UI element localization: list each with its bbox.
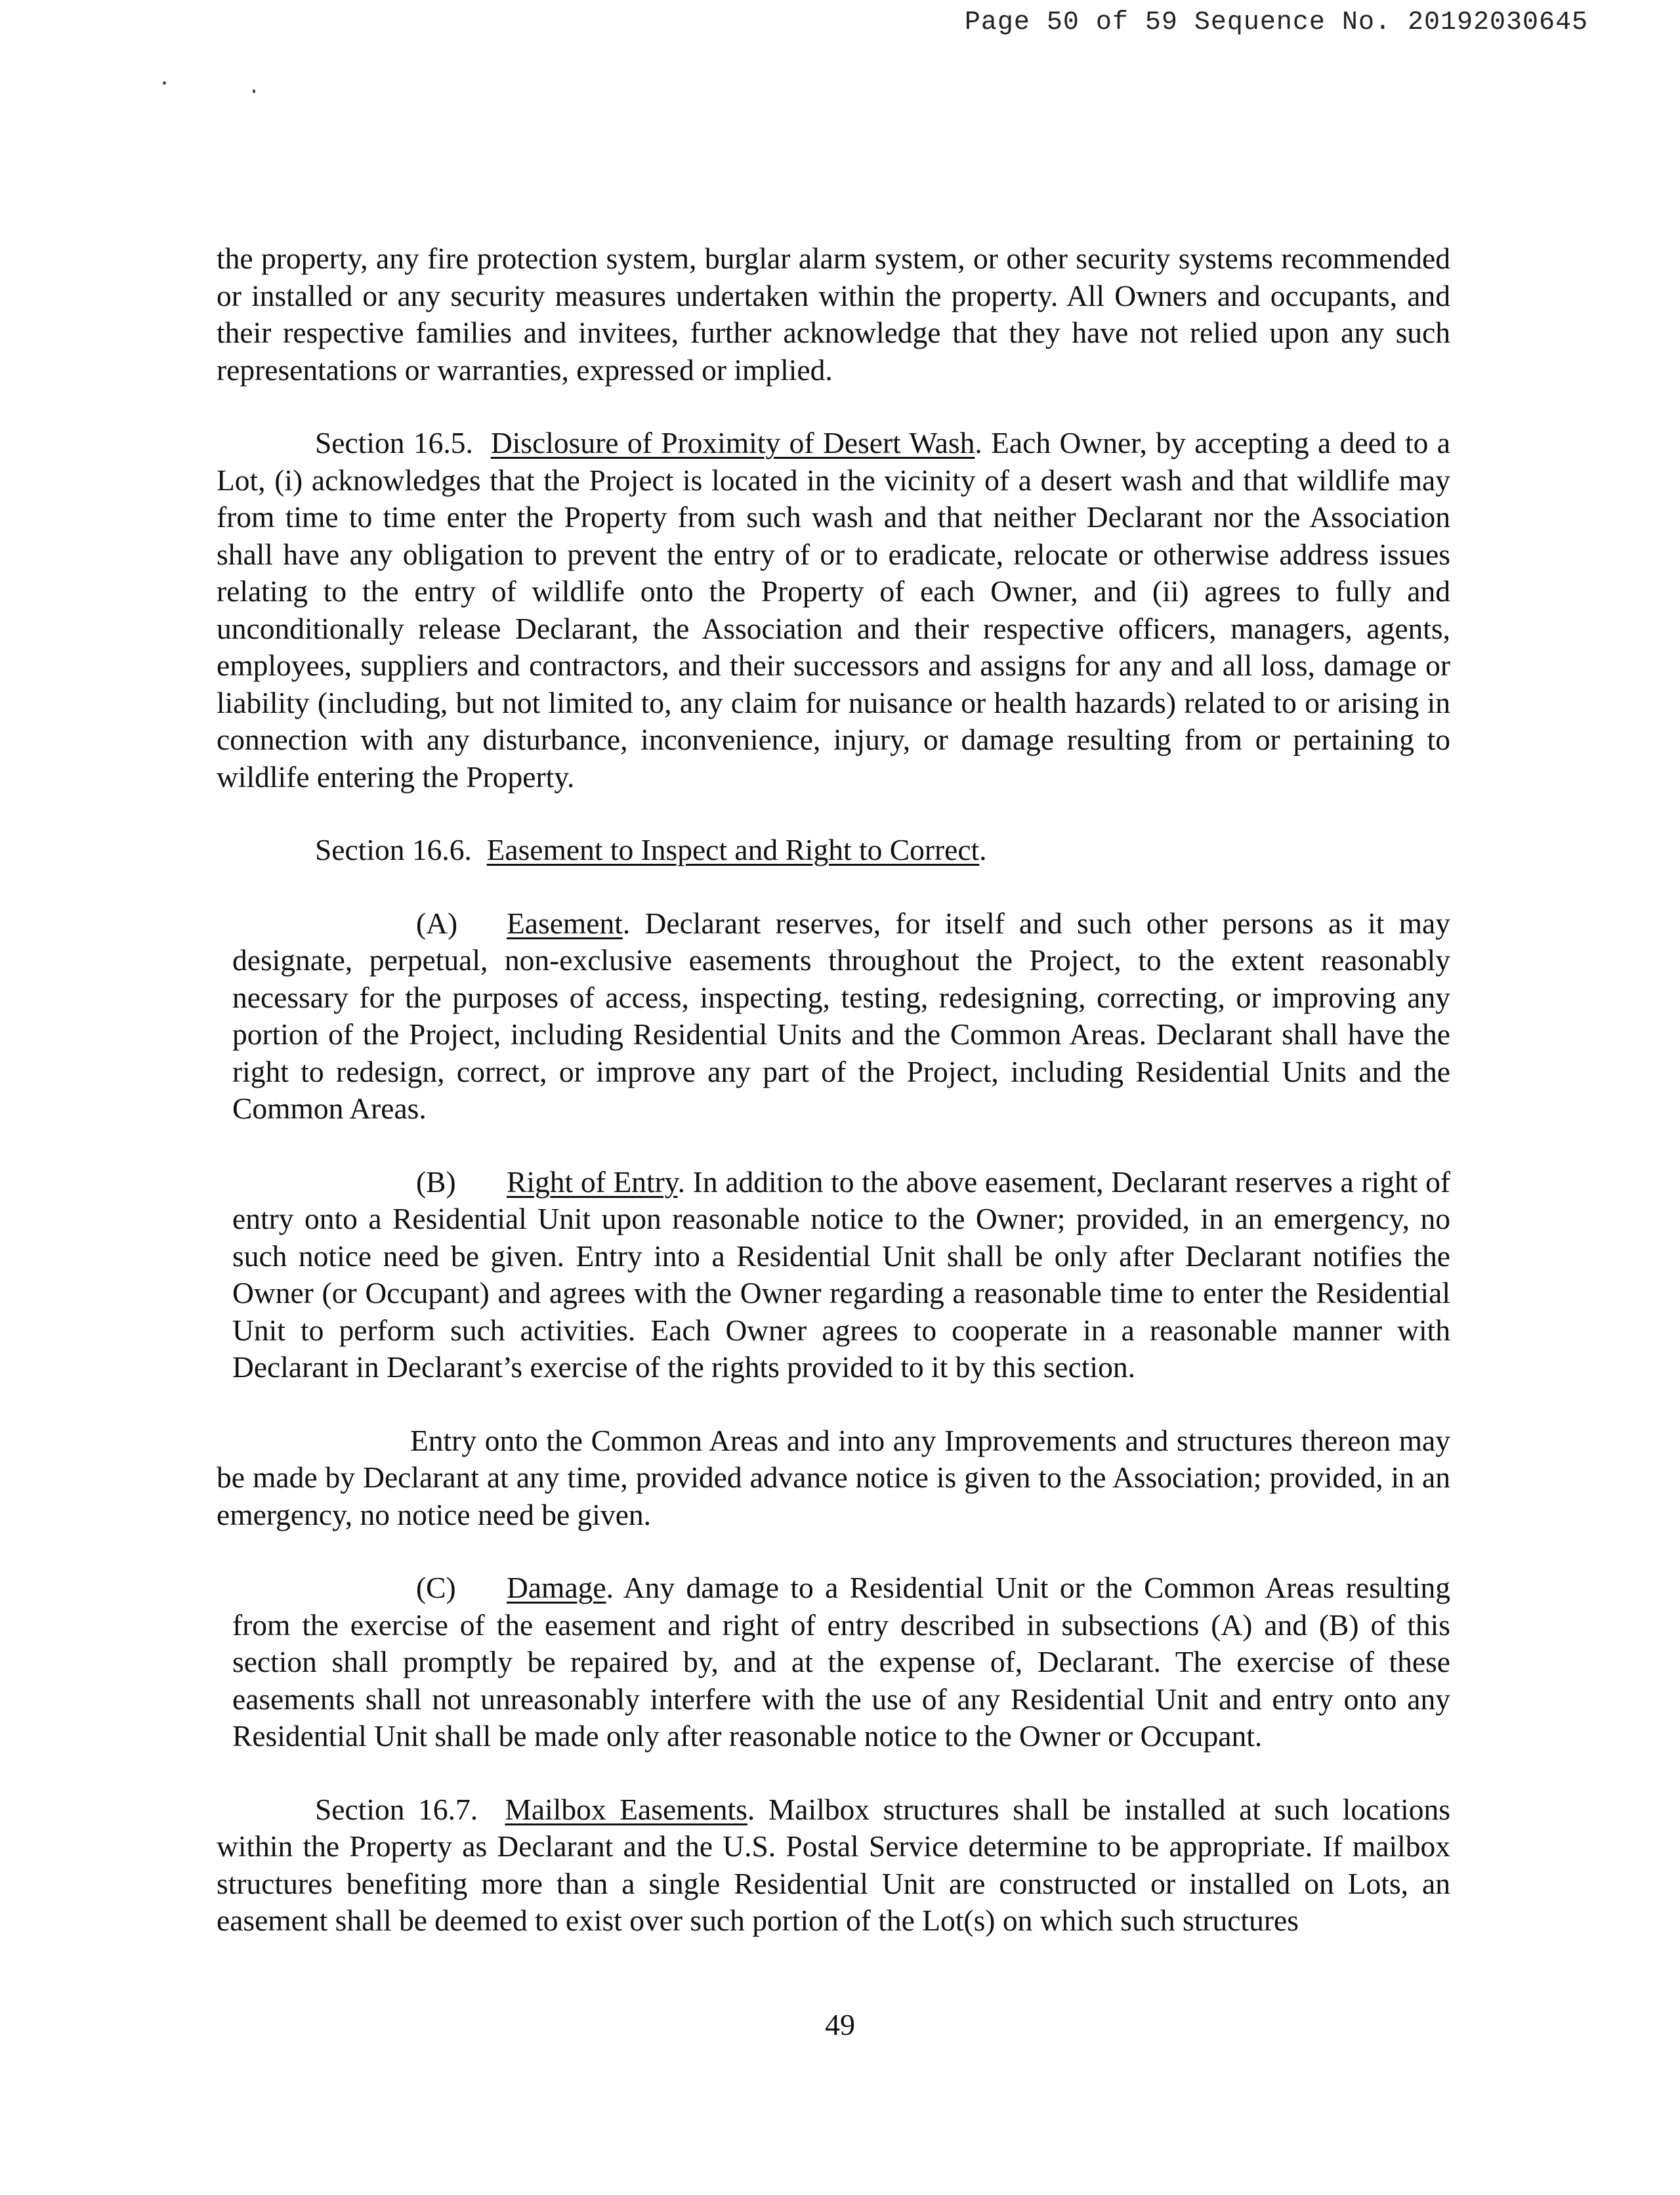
section-16-6 bbox=[217, 832, 1450, 869]
section-number: Section 16.5. bbox=[315, 426, 473, 459]
subsection-title: Right of Entry bbox=[507, 1164, 678, 1199]
section-title: Easement to Inspect and Right to Correct bbox=[486, 833, 980, 866]
subsection-letter: (B) bbox=[416, 1164, 456, 1199]
section-text: . Each Owner, by accepting a deed to a Lot, (i) acknowledges that the Project is located in the vicinity of a desert wash and that wildlife may from time to time enter the Property from such wash and that neither Declarant nor the Association shall have any obligation to prevent the entry of or to eradicate, relocate or otherwise address issues relating to the entry of wildlife onto the Property of each Owner, and (ii) agrees to fully and unconditionally release Declarant, the Association and their respective officers, managers, agents, employees, suppliers and contractors, and their successors and assigns for any and all loss, damage or liability (including, but not limited to, any claim for nuisance or health hazards) related to or arising in connection with any disturbance, inconvenience, injury, or damage resulting from or pertaining to wildlife entering the Property. bbox=[217, 426, 1451, 794]
subsection-letter: (C) bbox=[416, 1571, 456, 1604]
page-number: 49 bbox=[825, 2008, 855, 2041]
section-16-5 bbox=[217, 425, 1450, 796]
subsection-letter: (A) bbox=[416, 906, 458, 940]
document-body bbox=[217, 240, 1450, 1940]
subsection-title: Damage bbox=[507, 1571, 606, 1604]
subsection-title: Easement bbox=[507, 906, 623, 940]
subsection-text: . Any damage to a Residential Unit or the Common Areas resulting from the exercise of the easement and right of entry described in subsections (A) and (B) of this section shall promptly be repaired by, and at the expense of, Declarant. The exercise of these easements shall not unreasonably interfere with the use of any Residential Unit and entry onto any Residential Unit shall be made only after reasonable notice to the Owner or Occupant. bbox=[232, 1571, 1450, 1753]
subsection-a-easement bbox=[217, 905, 1450, 1128]
scan-speck bbox=[163, 81, 166, 85]
scan-speck bbox=[253, 89, 255, 93]
intro-continuation-paragraph: the property, any fire protection system, burglar alarm system, or other security systems recommended or installed or any security measures undertaken within the property. All Owners and occupants, and their respective families and invitees, further acknowledge that they have not relied upon any such representations or warranties, expressed or implied. bbox=[217, 242, 1450, 387]
subsection-text: . Declarant reserves, for itself and such other persons as it may designate, perpetual, non-exclusive easements throughout the Project, to the extent reasonably necessary for the purposes of access, inspecting, testing, redesigning, correcting, or improving any portion of the Project, including Residential Units and the Common Areas. Declarant shall have the right to redesign, correct, or improve any part of the Project, including Residential Units and the Common Areas. bbox=[232, 906, 1450, 1125]
section-16-7 bbox=[217, 1791, 1450, 1940]
section-number: Section 16.7. bbox=[315, 1792, 478, 1826]
subsection-text: . In addition to the above easement, Declarant reserves a right of entry onto a Residential Unit upon reasonable notice to the Owner; provided, in an emergency, no such notice need be given. Entry into a Residential Unit shall be only after Declarant notifies the Owner (or Occupant) and agrees with the Owner regarding a reasonable time to enter the Residential Unit to perform such activities. Each Owner agrees to cooperate in a reasonable manner with Declarant in Declarant’s exercise of the rights provided to it by this section. bbox=[232, 1164, 1450, 1384]
page-sequence-stamp: Page 50 of 59 Sequence No. 20192030645 bbox=[964, 8, 1588, 37]
subsection-c-damage bbox=[217, 1569, 1450, 1755]
section-text: . Mailbox structures shall be installed at such locations within the Property as Declarant and the U.S. Postal Service determine to be appropriate. If mailbox structures benefiting more than a single Residential Unit are constructed or installed on Lots, an easement shall be deemed to exist over such portion of the Lot(s) on which such structures bbox=[217, 1792, 1450, 1937]
subsection-b-right-of-entry bbox=[217, 1164, 1450, 1386]
section-title: Mailbox Easements bbox=[505, 1792, 747, 1826]
common-areas-entry-paragraph: Entry onto the Common Areas and into any Improvements and structures thereon may be made by Declarant at any time, provided advance notice is given to the Association; provided, in an emergency, no notice need be given. bbox=[217, 1423, 1450, 1531]
section-period: . bbox=[979, 833, 987, 866]
section-number: Section 16.6. bbox=[315, 833, 472, 866]
section-title: Disclosure of Proximity of Desert Wash bbox=[490, 426, 975, 459]
